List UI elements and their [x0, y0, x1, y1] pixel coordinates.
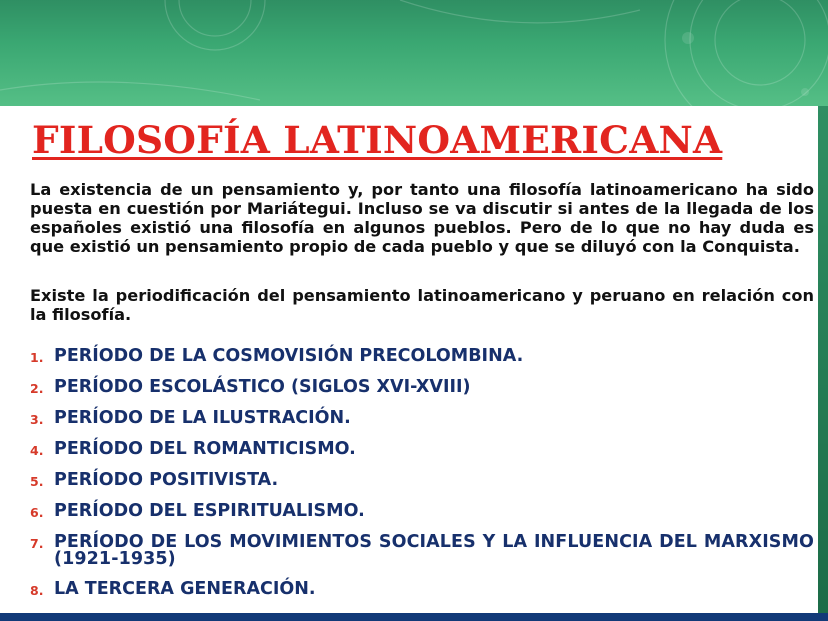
list-item	[30, 578, 814, 599]
list-label: PERÍODO DE LA ILUSTRACIÓN.	[54, 408, 351, 428]
periods-list	[30, 345, 814, 609]
list-item	[30, 500, 814, 521]
list-label: PERÍODO ESCOLÁSTICO (SIGLOS XVI-XVIII)	[54, 377, 471, 397]
list-label: PERÍODO DE LOS MOVIMIENTOS SOCIALES Y LA INFLUENCIA DEL MARXISMO (1921-1935)	[54, 532, 814, 569]
list-label: LA TERCERA GENERACIÓN.	[54, 579, 316, 599]
list-label: PERÍODO DEL ESPIRITUALISMO.	[54, 501, 365, 521]
list-number: 5.	[30, 474, 44, 489]
list-item	[30, 438, 814, 459]
right-edge-band	[818, 106, 828, 621]
list-number: 3.	[30, 412, 44, 427]
list-item	[30, 469, 814, 490]
list-item	[30, 407, 814, 428]
list-number: 6.	[30, 505, 44, 520]
header-band	[0, 0, 828, 106]
list-number: 7.	[30, 536, 44, 551]
list-number: 4.	[30, 443, 44, 458]
list-item	[30, 376, 814, 397]
list-label: PERÍODO DEL ROMANTICISMO.	[54, 439, 356, 459]
list-item	[30, 531, 814, 568]
list-item	[30, 345, 814, 366]
header-decoration	[0, 0, 828, 106]
list-number: 1.	[30, 350, 44, 365]
list-label: PERÍODO DE LA COSMOVISIÓN PRECOLOMBINA.	[54, 346, 524, 366]
slide-title: FILOSOFÍA LATINOAMERICANA	[32, 118, 723, 162]
list-number: 2.	[30, 381, 44, 396]
bottom-bar	[0, 613, 828, 621]
list-number: 8.	[30, 583, 44, 598]
list-label: PERÍODO POSITIVISTA.	[54, 470, 279, 490]
periodization-paragraph: Existe la periodificación del pensamiento latinoamericano y peruano en relación con la filosofía.	[30, 286, 814, 324]
intro-paragraph: La existencia de un pensamiento y, por tanto una filosofía latinoamericano ha sido puesta en cuestión por Mariátegui. Incluso se va discutir si antes de la llegada de los españoles existió una filosofía en algunos pueblos. Pero de lo que no hay duda es que existió un pensamiento propio de cada pueblo y que se diluyó con la Conquista.	[30, 180, 814, 256]
